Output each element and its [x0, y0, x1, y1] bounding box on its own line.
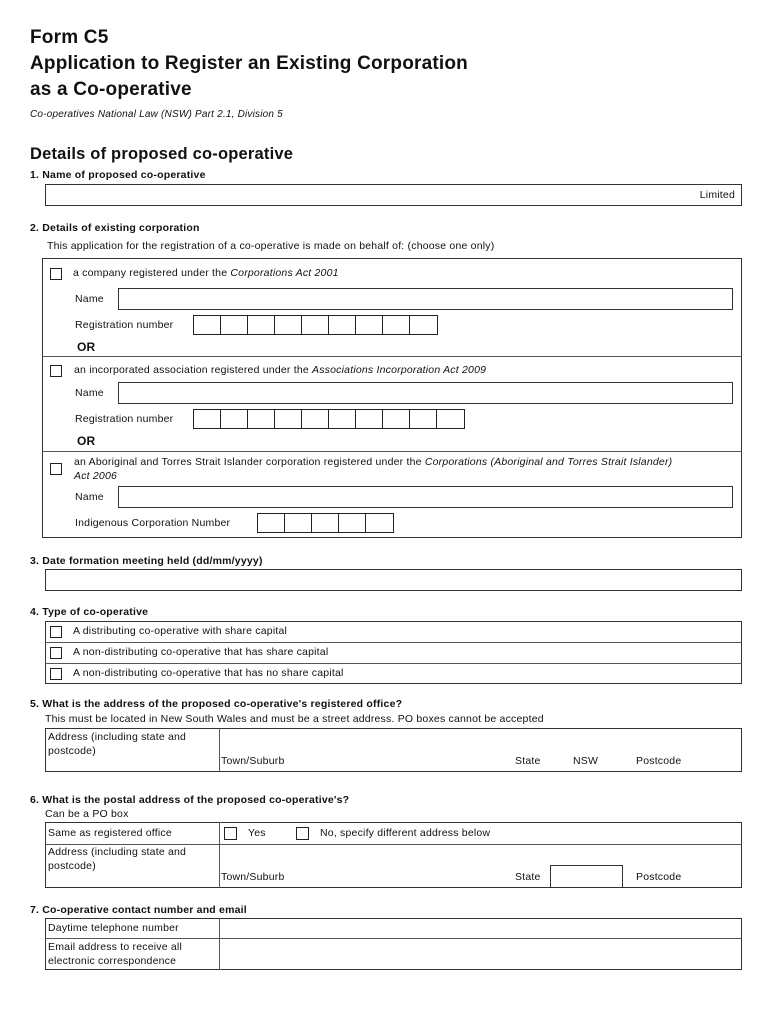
q7-label: 7. Co-operative contact number and email — [30, 904, 247, 916]
divider — [219, 822, 220, 888]
q5-state-value: NSW — [573, 755, 599, 767]
company-name-input[interactable] — [118, 288, 733, 310]
q5-note: This must be located in New South Wales and must be a street address. PO boxes cannot be accepted — [45, 713, 544, 725]
or-separator: OR — [77, 434, 96, 448]
type-option-3-label: A non-distributing co-operative that has no share capital — [73, 667, 344, 679]
aboriginal-corporation-checkbox[interactable] — [50, 463, 62, 475]
postal-town-input[interactable] — [295, 867, 505, 885]
company-name-label: Name — [75, 293, 104, 305]
form-title-line1: Application to Register an Existing Corporation — [30, 53, 468, 74]
postal-postcode-input[interactable] — [688, 867, 738, 885]
q6-state-label: State — [515, 871, 541, 883]
q6-postcode-label: Postcode — [636, 871, 682, 883]
cooperative-name-input[interactable] — [45, 184, 742, 206]
aboriginal-name-input[interactable] — [118, 486, 733, 508]
aboriginal-name-label: Name — [75, 491, 104, 503]
company-reg-label: Registration number — [75, 319, 174, 331]
type-option-1-checkbox[interactable] — [50, 626, 62, 638]
divider — [45, 844, 742, 845]
indigenous-corporation-number-input[interactable] — [257, 513, 394, 533]
form-title-line2: as a Co-operative — [30, 79, 192, 100]
registered-address-input[interactable] — [221, 730, 740, 750]
q6-town-label: Town/Suburb — [221, 871, 285, 883]
postal-state-input[interactable] — [550, 865, 623, 888]
icn-label: Indigenous Corporation Number — [75, 517, 231, 529]
type-option-2-checkbox[interactable] — [50, 647, 62, 659]
q5-state-label: State — [515, 755, 541, 767]
company-option-text: a company registered under the Corporations Act 2001 — [73, 267, 339, 279]
association-option-text: an incorporated association registered under the Associations Incorporation Act 2009 — [74, 364, 487, 376]
no-label: No, specify different address below — [320, 827, 491, 839]
association-registration-number-input[interactable] — [193, 409, 465, 429]
email-input[interactable] — [221, 940, 740, 968]
same-address-no-checkbox[interactable] — [296, 827, 309, 840]
q6-label: 6. What is the postal address of the proposed co-operative's? — [30, 794, 350, 806]
q5-town-label: Town/Suburb — [221, 755, 285, 767]
type-option-1-label: A distributing co-operative with share capital — [73, 625, 288, 637]
q4-label: 4. Type of co-operative — [30, 606, 149, 618]
divider — [45, 642, 742, 643]
association-checkbox[interactable] — [50, 365, 62, 377]
divider — [219, 728, 220, 772]
q5-address-label-1: Address (including state and — [48, 731, 187, 743]
postal-address-input[interactable] — [221, 846, 740, 864]
phone-label: Daytime telephone number — [48, 922, 179, 934]
company-checkbox[interactable] — [50, 268, 62, 280]
q5-postcode-label: Postcode — [636, 755, 682, 767]
divider — [219, 918, 220, 970]
law-reference: Co-operatives National Law (NSW) Part 2.1, Division 5 — [30, 109, 283, 120]
type-option-3-checkbox[interactable] — [50, 668, 62, 680]
q1-label: 1. Name of proposed co-operative — [30, 169, 206, 181]
q2-label: 2. Details of existing corporation — [30, 222, 200, 234]
q2-instruction: This application for the registration of a co-operative is made on behalf of: (choose one only) — [47, 240, 495, 252]
section-heading: Details of proposed co-operative — [30, 145, 294, 163]
registered-town-input[interactable] — [295, 752, 505, 770]
q6-address-label-2: postcode) — [48, 860, 96, 872]
q3-label: 3. Date formation meeting held (dd/mm/yyyy) — [30, 555, 263, 567]
phone-input[interactable] — [221, 920, 740, 936]
q6-note: Can be a PO box — [45, 808, 129, 820]
formation-date-input[interactable] — [45, 569, 742, 591]
q5-address-label-2: postcode) — [48, 745, 96, 757]
or-separator: OR — [77, 340, 96, 354]
type-option-2-label: A non-distributing co-operative that has share capital — [73, 646, 329, 658]
same-as-registered-label: Same as registered office — [48, 827, 172, 839]
aboriginal-option-text: an Aboriginal and Torres Strait Islander corporation registered under the Corporations (Aboriginal and Torres Strait Islander) — [74, 456, 673, 468]
association-name-label: Name — [75, 387, 104, 399]
same-address-yes-checkbox[interactable] — [224, 827, 237, 840]
email-label-1: Email address to receive all — [48, 941, 182, 953]
email-label-2: electronic correspondence — [48, 955, 177, 967]
company-registration-number-input[interactable] — [193, 315, 438, 335]
association-name-input[interactable] — [118, 382, 733, 404]
q5-label: 5. What is the address of the proposed co-operative's registered office? — [30, 698, 403, 710]
association-reg-label: Registration number — [75, 413, 174, 425]
q6-address-label-1: Address (including state and — [48, 846, 187, 858]
divider — [42, 451, 742, 452]
divider — [45, 938, 742, 939]
form-number: Form C5 — [30, 27, 109, 48]
divider — [45, 663, 742, 664]
limited-suffix: Limited — [699, 189, 735, 201]
registered-postcode-input[interactable] — [688, 752, 738, 770]
divider — [42, 356, 742, 357]
yes-label: Yes — [248, 827, 266, 839]
aboriginal-act-line2: Act 2006 — [74, 470, 118, 482]
